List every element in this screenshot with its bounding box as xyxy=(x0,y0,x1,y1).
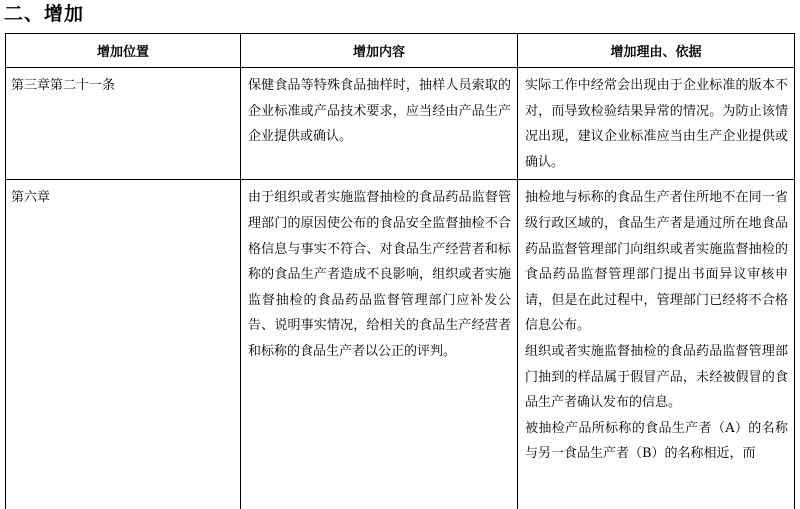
content-text: 保健食品等特殊食品抽样时，抽样人员索取的企业标准或产品技术要求，应当经由产品生产企业提供或确认。 xyxy=(248,78,511,145)
header-reason: 增加理由、依据 xyxy=(518,34,795,68)
cell-content xyxy=(241,68,518,180)
content-text: 由于组织或者实施监督抽检的食品药品监督管理部门的原因使公布的食品安全监督抽检不合格信息与事实不符合、对食品生产经营者和标称的食品生产者造成不良影响，组织或者实施监督抽检的食品药品监督管理部门应补发公告、说明事实情况，给相关的食品生产经营者和标称的食品生产者以公正的评判。 xyxy=(248,190,511,359)
reason-paragraph: 被抽检产品所标称的食品生产者（A）的名称与另一食品生产者（B）的名称相近，而 xyxy=(525,420,788,462)
cell-position xyxy=(6,180,241,509)
table-row xyxy=(6,68,795,180)
header-content: 增加内容 xyxy=(241,34,518,68)
cell-reason xyxy=(518,68,795,180)
position-text: 第三章第二十一条 xyxy=(11,78,116,93)
table-header-row xyxy=(6,34,795,68)
cell-content xyxy=(241,180,518,509)
position-text: 第六章 xyxy=(11,190,51,206)
amendment-table xyxy=(5,33,795,509)
reason-paragraph: 实际工作中经常会出现由于企业标准的版本不对，而导致检验结果异常的情况。为防止该情况出现，建议企业标准应当由生产企业提供或确认。 xyxy=(525,78,788,170)
header-position: 增加位置 xyxy=(6,34,241,68)
reason-paragraph: 组织或者实施监督抽检的食品药品监督管理部门抽到的样品属于假冒产品，未经被假冒的食品生产者确认发布的信息。 xyxy=(525,343,788,411)
table-row xyxy=(6,180,795,509)
cell-reason xyxy=(518,180,795,509)
reason-paragraph: 抽检地与标称的食品生产者住所地不在同一省级行政区域的，食品生产者是通过所在地食品药品监督管理部门向组织或者实施监督抽检的食品药品监督管理部门提出书面异议审核申请，但是在此过程中，管理部门已经将不合格信息公布。 xyxy=(525,190,788,334)
cell-position xyxy=(6,68,241,180)
section-heading: 二、增加 xyxy=(4,3,85,25)
